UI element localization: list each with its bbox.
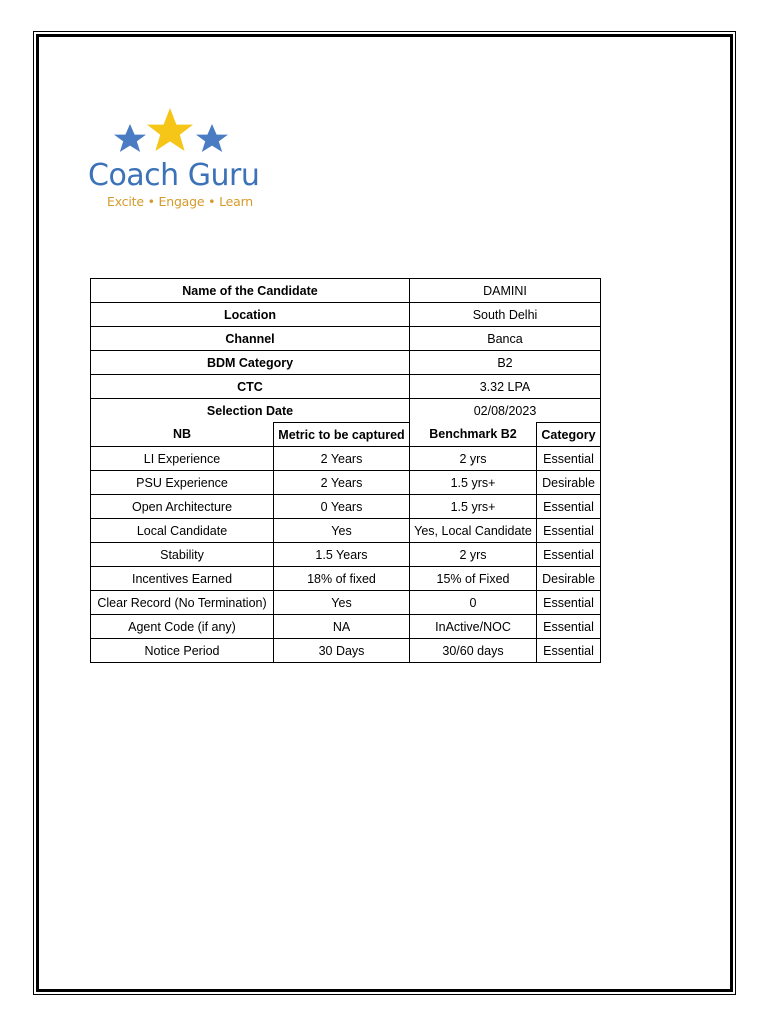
cell-nb: Stability bbox=[91, 543, 274, 567]
coach-guru-logo bbox=[86, 106, 266, 216]
logo-brand-name: Coach Guru bbox=[88, 158, 260, 193]
metric-row bbox=[91, 519, 601, 543]
cell-metric: 2 Years bbox=[274, 471, 410, 495]
cell-nb: Clear Record (No Termination) bbox=[91, 591, 274, 615]
info-value: 02/08/2023 bbox=[410, 399, 601, 423]
info-value: Banca bbox=[410, 327, 601, 351]
cell-category: Desirable bbox=[537, 567, 601, 591]
header-benchmark: Benchmark B2 bbox=[410, 423, 537, 447]
cell-metric: NA bbox=[274, 615, 410, 639]
header-metric: Metric to be captured bbox=[274, 423, 410, 447]
metric-row bbox=[91, 639, 601, 663]
info-row-bdm-category bbox=[91, 351, 601, 375]
metric-row bbox=[91, 495, 601, 519]
cell-category: Desirable bbox=[537, 471, 601, 495]
stars-icon bbox=[110, 106, 230, 162]
cell-category: Essential bbox=[537, 639, 601, 663]
info-value: DAMINI bbox=[410, 279, 601, 303]
cell-benchmark: 15% of Fixed bbox=[410, 567, 537, 591]
cell-category: Essential bbox=[537, 543, 601, 567]
cell-nb: Notice Period bbox=[91, 639, 274, 663]
logo-tagline: Excite • Engage • Learn bbox=[107, 194, 254, 209]
info-label: CTC bbox=[91, 375, 410, 399]
candidate-evaluation-table bbox=[90, 278, 601, 663]
cell-nb: Agent Code (if any) bbox=[91, 615, 274, 639]
cell-category: Essential bbox=[537, 495, 601, 519]
cell-metric: 0 Years bbox=[274, 495, 410, 519]
header-nb: NB bbox=[91, 423, 274, 447]
info-label: Selection Date bbox=[91, 399, 410, 423]
metric-row bbox=[91, 543, 601, 567]
cell-nb: Open Architecture bbox=[91, 495, 274, 519]
cell-metric: 2 Years bbox=[274, 447, 410, 471]
star-center-icon bbox=[147, 108, 193, 151]
cell-benchmark: 2 yrs bbox=[410, 447, 537, 471]
cell-category: Essential bbox=[537, 591, 601, 615]
metrics-header-row bbox=[91, 423, 601, 447]
info-label: Location bbox=[91, 303, 410, 327]
star-left-icon bbox=[114, 124, 146, 152]
info-label: BDM Category bbox=[91, 351, 410, 375]
info-row-channel bbox=[91, 327, 601, 351]
info-value: B2 bbox=[410, 351, 601, 375]
cell-category: Essential bbox=[537, 519, 601, 543]
info-row-ctc bbox=[91, 375, 601, 399]
metric-row bbox=[91, 447, 601, 471]
cell-benchmark: InActive/NOC bbox=[410, 615, 537, 639]
star-right-icon bbox=[196, 124, 228, 152]
metric-row bbox=[91, 591, 601, 615]
cell-nb: PSU Experience bbox=[91, 471, 274, 495]
cell-metric: 30 Days bbox=[274, 639, 410, 663]
cell-benchmark: 1.5 yrs+ bbox=[410, 495, 537, 519]
cell-category: Essential bbox=[537, 615, 601, 639]
cell-category: Essential bbox=[537, 447, 601, 471]
info-value: South Delhi bbox=[410, 303, 601, 327]
cell-metric: Yes bbox=[274, 519, 410, 543]
header-category: Category bbox=[537, 423, 601, 447]
info-row-location bbox=[91, 303, 601, 327]
cell-nb: Incentives Earned bbox=[91, 567, 274, 591]
cell-benchmark: 0 bbox=[410, 591, 537, 615]
info-value: 3.32 LPA bbox=[410, 375, 601, 399]
cell-benchmark: Yes, Local Candidate bbox=[410, 519, 537, 543]
cell-benchmark: 1.5 yrs+ bbox=[410, 471, 537, 495]
metric-row bbox=[91, 615, 601, 639]
cell-nb: Local Candidate bbox=[91, 519, 274, 543]
cell-nb: LI Experience bbox=[91, 447, 274, 471]
cell-metric: 1.5 Years bbox=[274, 543, 410, 567]
info-row-name bbox=[91, 279, 601, 303]
cell-benchmark: 30/60 days bbox=[410, 639, 537, 663]
cell-metric: Yes bbox=[274, 591, 410, 615]
metric-row bbox=[91, 471, 601, 495]
info-label: Name of the Candidate bbox=[91, 279, 410, 303]
info-row-selection-date bbox=[91, 399, 601, 423]
metric-row bbox=[91, 567, 601, 591]
cell-metric: 18% of fixed bbox=[274, 567, 410, 591]
cell-benchmark: 2 yrs bbox=[410, 543, 537, 567]
info-label: Channel bbox=[91, 327, 410, 351]
